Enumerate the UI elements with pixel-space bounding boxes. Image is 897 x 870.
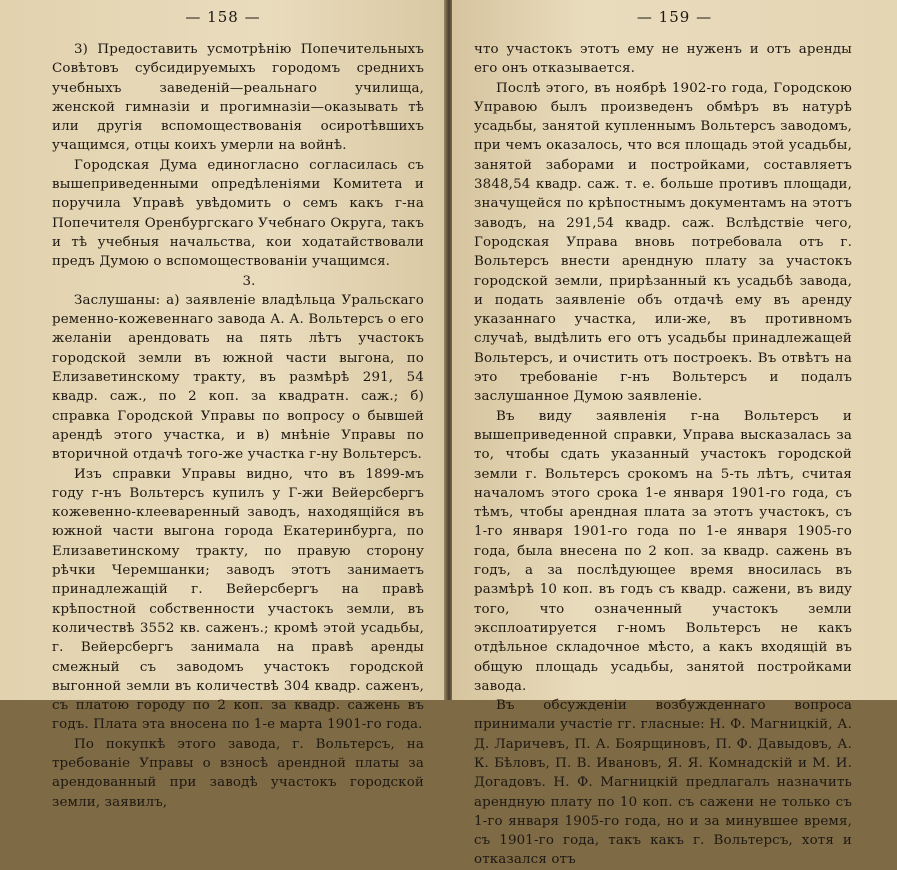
section-number: 3. (242, 273, 256, 289)
paragraph: 3) Предоставить усмотрѣнію Попечительныхъ Совѣтовъ субсидируемыхъ городомъ среднихъ учебныхъ заведеній—реальнаго училища, женской гимназіи и прогимназіи—оказывать тѣ или другія вспомоществованія осиротѣвшихъ учащимся, отцы коихъ умерли на войнѣ. (52, 42, 424, 154)
left-page (0, 0, 446, 810)
paragraph: Городская Дума единогласно согласилась съ вышеприведенными опредѣленіями Комитета и поручила Управѣ увѣдомить о семъ какъ г-на Попечителя Оренбургскаго Учебнаго Округа, такъ и тѣ учебныя начальства, кои ходатайствовали предъ Думою о вспомоществованіи учащимся. (52, 157, 424, 270)
paragraph: Заслушаны: а) заявленіе владѣльца Уральскаго ременно-кожевеннаго завода А. А. Вольтерсъ о его желаніи арендовать на пять лѣтъ участокъ городской земли въ южной части выгона, по Елизаветинскому тракту, въ размѣрѣ 291, 54 квадр. саж., по 2 коп. за квадратн. саж.; б) справка Городской Управы по вопросу о бывшей арендѣ этого участка, и в) мнѣніе Управы по вторичной отдачѣ того-же участка г-ну Вольтерсъ. (52, 292, 424, 463)
page-number-right: — 159 — (636, 8, 713, 26)
page-number-left: — 158 — (185, 8, 261, 26)
paragraph: Изъ справки Управы видно, что въ 1899-мъ году г-нъ Вольтерсъ купилъ у Г-жи Вейерсбергъ кожевенно-клееваренный заводъ, находящійся въ южной части выгона города Екатеринбурга, по Елизаветинскому тракту, по правую сторону рѣчки Черемшанки; заводъ этотъ занимаетъ принадлежащій г. Вейерсбергъ на правѣ крѣпостной собственности участокъ земли, въ количествѣ 3552 кв. саженъ.; кромѣ этой усадьбы, г. Вейерсбергъ занимала на правѣ аренды смежный съ заводомъ участокъ городской выгонной земли въ количествѣ 304 квадр. саженъ, съ платою городу по 2 коп. за квадр. сажень въ годъ. Плата эта вносена по 1-е марта 1901-го года. (52, 466, 424, 733)
left-page-text (52, 40, 424, 812)
paragraph: Послѣ этого, въ ноябрѣ 1902-го года, Городскою Управою былъ произведенъ обмѣръ въ натурѣ усадьбы, занятой купленнымъ Вольтерсъ заводомъ, при чемъ оказалось, что вся площадь этой усадьбы, занятой заборами и постройками, составляетъ 3848,54 квадр. саж. т. е. больше противъ площади, значущейся по крѣпостнымъ документамъ на этотъ заводъ, на 291,54 квадр. саж. Вслѣдствіе чего, Городская Управа вновь потребовала отъ г. Вольтерсъ внести арендную плату за участокъ городской земли, прирѣзанный къ усадьбѣ завода, и подать заявленіе объ отдачѣ ему въ аренду указаннаго участка, или-же, въ противномъ случаѣ, выдѣлить его отъ усадьбы принадлежащей Вольтерсъ, и очистить отъ построекъ. Въ отвѣтъ на это требованіе г-нъ Вольтерсъ и подалъ заслушанное Думою заявленіе. (474, 80, 852, 405)
paragraph: Въ обсужденіи возбужденнаго вопроса принимали участіе гг. гласные: Н. Ф. Магницкій, А. Д. Ларичевъ, П. А. Боярщиновъ, П. Ф. Давыдовъ, А. К. Бѣловъ, П. В. Ивановъ, Я. Я. Комнадскій и М. И. Догадовъ. Н. Ф. Магницкій предлагалъ назначить арендную плату по 10 коп. съ сажени не только съ 1-го января 1905-го года, но и за минувшее время, съ 1901-го года, такъ какъ г. Вольтерсъ, хотя и отказался отъ (474, 698, 852, 868)
right-page (452, 0, 897, 868)
paragraph: что участокъ этотъ ему не нуженъ и отъ аренды его онъ отказывается. (474, 42, 852, 77)
right-page-text (474, 40, 852, 870)
paragraph: По покупкѣ этого завода, г. Вольтерсъ, на требованіе Управы о взносѣ арендной платы за арендованный при заводѣ участокъ городской земли, заявилъ, (52, 736, 424, 810)
paragraph: Въ виду заявленія г-на Вольтерсъ и вышеприведенной справки, Управа высказалась за то, чтобы сдать указанный участокъ городской земли г. Вольтерсъ срокомъ на 5-ть лѣтъ, считая началомъ этого срока 1-е января 1901-го года, съ тѣмъ, чтобы арендная плата за этотъ участокъ, съ 1-го января 1901-го года по 1-е января 1905-го года, была внесена по 2 коп. за квадр. сажень въ годъ, а за послѣдующее время вносилась въ размѣрѣ 10 коп. въ годъ съ квадр. сажени, въ виду того, что означенный участокъ земли эксплоатируется г-номъ Вольтерсъ не какъ отдѣльное складочное мѣсто, а какъ входящій въ общую площадь усадьбы, занятой постройками завода. (474, 408, 852, 694)
